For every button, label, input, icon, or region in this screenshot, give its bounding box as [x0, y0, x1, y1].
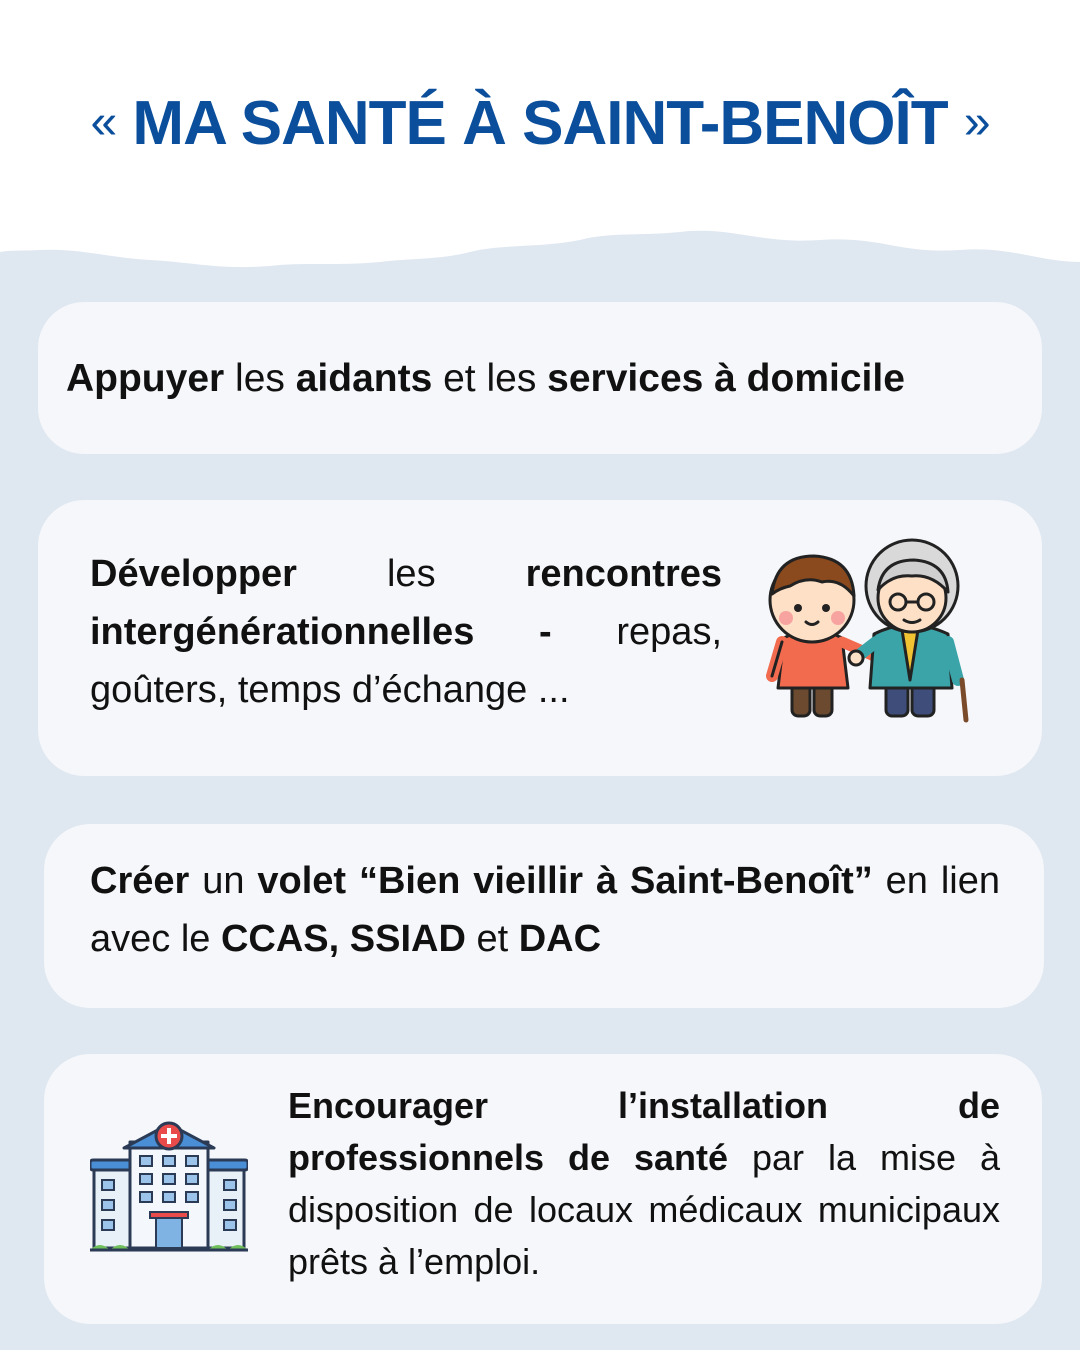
bold-text-segment: Encourager l’installation de professionnels de santé [288, 1085, 1000, 1178]
bold-text-segment: DAC [518, 918, 602, 960]
card-text [90, 545, 722, 719]
bold-text-segment: rencontres intergénérationnelles - [90, 553, 722, 653]
open-quote: « [90, 96, 117, 149]
bold-text-segment: Créer [90, 860, 190, 902]
card-intergenerational [38, 500, 1042, 776]
text-segment: un [189, 860, 258, 902]
bold-text-segment: volet “Bien vieillir à Saint-Benoît” [257, 860, 873, 902]
bold-text-segment: Développer [90, 553, 297, 595]
card-text [288, 1080, 1000, 1288]
grandmother-and-child-illustration [762, 530, 984, 730]
bold-text-segment: Appuyer [66, 357, 225, 400]
text-segment: repas, goûters, temps d’échange ... [90, 611, 722, 711]
bold-text-segment: CCAS, SSIAD [220, 918, 466, 960]
text-segment: et les [432, 357, 548, 400]
close-quote: » [963, 96, 990, 149]
hospital-icon [90, 1118, 248, 1256]
card-text [66, 350, 1026, 408]
bold-text-segment: aidants [295, 357, 433, 400]
card-aidants [38, 302, 1042, 454]
text-segment: par la mise à disposition de locaux médicaux municipaux prêts à l’emploi. [288, 1137, 1000, 1282]
text-segment: en lien avec le [90, 860, 1000, 960]
text-segment: les [224, 357, 296, 400]
card-text [90, 852, 1000, 968]
text-segment: les [296, 553, 526, 595]
card-bien-vieillir [44, 824, 1044, 1008]
title-text: MA SANTÉ À SAINT-BENOÎT [132, 89, 948, 158]
card-professionnels [44, 1054, 1042, 1324]
text-segment: et [465, 918, 519, 960]
bold-text-segment: services à domicile [547, 357, 905, 400]
page-title [0, 88, 1080, 159]
